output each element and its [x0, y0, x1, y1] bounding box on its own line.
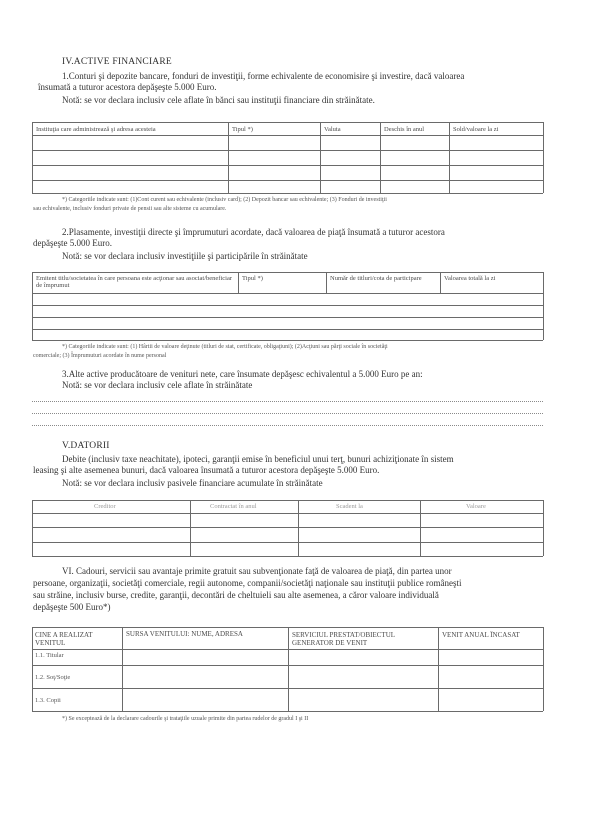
t4-row-children: 1.3. Copii	[35, 697, 61, 704]
t3-col-creditor: Creditor	[94, 503, 116, 510]
t4-row-holder: 1.1. Titular	[35, 652, 64, 659]
section-v-text-line2: leasing şi alte asemenea bunuri, dacă valoarea însumată a tuturor acestora depăşeşte 5.000 Euro.	[33, 465, 380, 475]
t1-col-institution: Instituţia care administrează şi adresa acesteia	[36, 126, 156, 133]
section-vi-text-line2: persoane, organizaţii, societăţi comerciale, regii autonome, companii/societăţi naţionale sau instituţii publice româneşti	[33, 578, 462, 588]
t3-col-contracted: Contractat în anul	[210, 503, 257, 510]
item2-footnote-line1: *) Categoriile indicate sunt: (1) Hârtii de valoare deţinute (titluri de stat, certificate, obligaţiuni); (2)Acţiuni sau părţi sociale în societăţi	[62, 344, 388, 350]
t2-col-issuer: Emitent titlu/societatea în care persoana este acţionar sau asociat/beneficiar de împrumut	[36, 275, 232, 289]
t1-col-currency: Valuta	[324, 126, 341, 133]
t2-col-shares: Număr de titluri/cota de participare	[330, 275, 422, 282]
section-vi-text-line1: VI. Cadouri, servicii sau avantaje primite gratuit sau subvenţionate faţă de valoarea de piaţă, din partea unor	[62, 566, 452, 576]
t4-col-source: SURSA VENITULUI: NUME, ADRESA	[126, 631, 243, 638]
item2-footnote-line2: comerciale; (3) Împrumuturi acordate în nume personal	[33, 353, 167, 359]
section-v-note: Notă: se vor declara inclusiv pasivele financiare acumulate în străinătate	[62, 478, 323, 488]
item2-note: Notă: se vor declara inclusiv investiţiile şi participările în străinătate	[62, 251, 308, 261]
section-v-text-line1: Debite (inclusiv taxe neachitate), ipoteci, garanţii emise în beneficiul unui terţ, bunuri achiziţionate în sistem	[62, 454, 454, 464]
item3-text: 3.Alte active producătoare de venituri nete, care însumate depăşesc echivalentul a 5.000 Euro pe an:	[62, 369, 423, 379]
t3-col-due: Scadent la	[336, 503, 363, 510]
t4-col-income: VENIT ANUAL ÎNCASAT	[442, 631, 520, 639]
item3-note: Notă: se vor declara inclusiv cele aflate în străinătate	[62, 380, 253, 390]
t4-col-service: SERVICIUL PRESTAT/OBIECTUL GENERATOR DE VENIT	[292, 631, 395, 647]
t2-col-type: Tipul *)	[242, 275, 263, 282]
section-v-title: V.DATORII	[62, 441, 110, 451]
t2-col-value: Valoarea totală la zi	[444, 275, 496, 282]
t1-col-type: Tipul *)	[232, 126, 253, 133]
section-vi-text-line3: sau străine, inclusiv burse, credite, garanţii, decontări de cheltuieli sau alte asemenea, a căror valoare individuală	[33, 590, 439, 600]
item1-footnote-line2: sau echivalente, inclusiv fonduri private de pensii sau alte sisteme cu acumulare.	[33, 206, 227, 212]
t3-col-value: Valoare	[466, 503, 486, 510]
item1-note: Notă: se vor declara inclusiv cele aflate în bănci sau instituţii financiare din străinătate.	[62, 95, 375, 105]
item1-text-line1: 1.Conturi şi depozite bancare, fonduri de investiţii, forme echivalente de economisire şi investire, dacă valoarea	[62, 71, 465, 81]
t4-row-spouse: 1.2. Soţ/Soţie	[35, 674, 71, 681]
item1-footnote-line1: *) Categoriile indicate sunt: (1)Cont curent sau echivalente (inclusiv card); (2) Depozit bancar sau echivalente; (3) Fonduri de investiţii	[62, 197, 387, 203]
t4-col-who: CINE A REALIZAT VENITUL	[35, 631, 93, 647]
t1-col-balance: Sold/valoare la zi	[453, 126, 499, 133]
t1-col-opened: Deschis în anul	[384, 126, 425, 133]
section-vi-footnote: *) Se exceptează de la declarare cadourile şi trataţiile uzuale primite din partea rudelor de gradul I şi II	[62, 716, 309, 722]
item1-text-line2: însumată a tuturor acestora depăşeşte 5.000 Euro.	[38, 82, 217, 92]
section-iv-title: IV.ACTIVE FINANCIARE	[62, 57, 172, 67]
item2-text-line1: 2.Plasamente, investiţii directe şi împrumuturi acordate, dacă valoarea de piaţă însumată a tuturor acestora	[62, 227, 445, 237]
section-vi-text-line4: depăşeşte 500 Euro*)	[33, 602, 111, 612]
item2-text-line2: depăşeşte 5.000 Euro.	[33, 238, 112, 248]
